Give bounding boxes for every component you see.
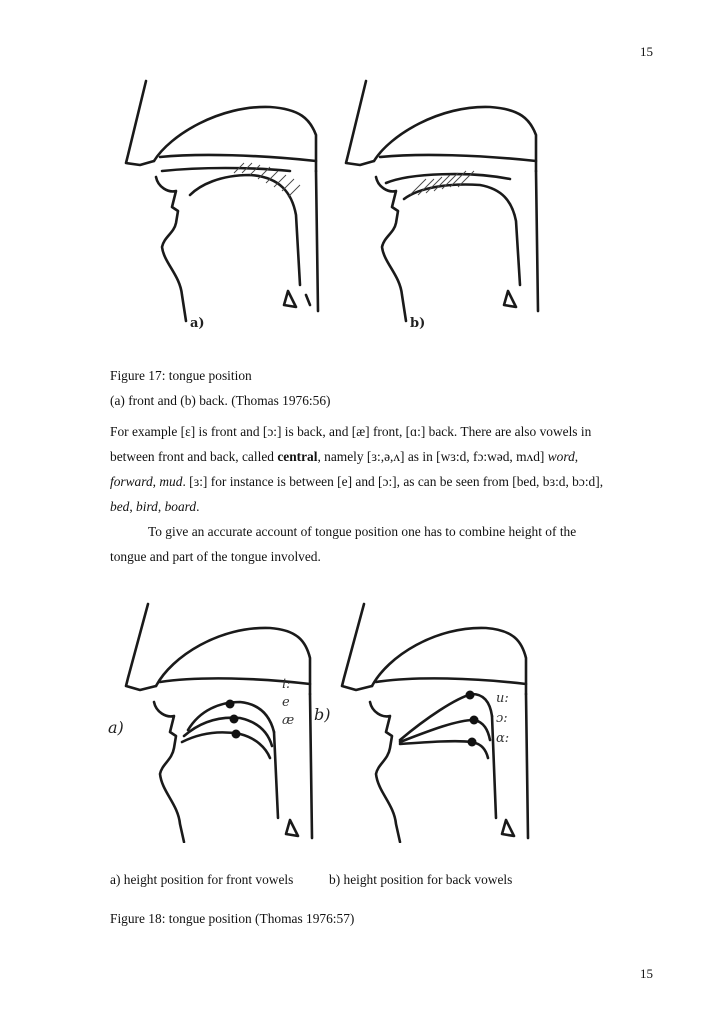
- body-p1-line1: For example [ɛ] is front and [ɔ:] is back, and [æ] front, [ɑ:] back. There are also vowels in: [110, 424, 592, 439]
- body-p1-line2: between front and back, called central, namely [ɜ:,ə,ʌ] as in [wɜ:d, fɔ:wəd, mʌd] word,: [110, 449, 579, 464]
- figure-18a-vowel-2: e: [282, 695, 290, 710]
- figure-18-caption: Figure 18: tongue position (Thomas 1976:57): [110, 911, 355, 926]
- figure-17a-label: a): [190, 316, 205, 331]
- figure-18b-dot-high: [466, 691, 475, 700]
- body-paragraph-1: [110, 419, 670, 519]
- term-central: central: [277, 449, 318, 464]
- figure-18-illustration: [100, 598, 560, 843]
- figure-17b-label: b): [410, 316, 426, 331]
- figure-17-illustration: [110, 75, 580, 335]
- figure-17-caption: [110, 363, 331, 413]
- body-p2-line1: To give an accurate account of tongue position one has to combine height of the: [148, 524, 577, 539]
- figure-17b-head-diagram: [346, 81, 538, 321]
- figure-18a-vowel-1: i:: [282, 677, 291, 692]
- body-p1-line3: forward, mud. [ɜ:] for instance is between [e] and [ɔ:], as can be seen from [bed, bɜ:d, bɔ:d],: [110, 474, 604, 489]
- figure-18a-dot-low: [232, 730, 241, 739]
- figure-18b-dot-mid: [470, 716, 479, 725]
- figure-18b-vowel-3: ɑ:: [496, 731, 510, 746]
- figure-17-caption-line2: (a) front and (b) back. (Thomas 1976:56): [110, 393, 331, 408]
- figure-18b-vowel-1: u:: [496, 691, 509, 706]
- figure-18a-label: a): [108, 718, 124, 737]
- body-p2-line2: tongue and part of the tongue involved.: [110, 549, 321, 564]
- figure-18b-vowel-2: ɔ:: [496, 711, 508, 726]
- figure-18-caption-b: b) height position for back vowels: [329, 872, 513, 887]
- body-p1-line4: bed, bird, board.: [110, 499, 200, 514]
- figure-18a-dot-high: [226, 700, 235, 709]
- figure-18-caption-a: a) height position for front vowels: [110, 872, 294, 887]
- body-paragraph-2: [110, 519, 670, 569]
- figure-18b-label: b): [314, 705, 331, 724]
- page-number-top: 15: [640, 44, 653, 59]
- figure-17a-head-diagram: [126, 81, 318, 321]
- figure-18b-dot-low: [468, 738, 477, 747]
- figure-17-caption-line1: Figure 17: tongue position: [110, 368, 252, 383]
- page-number-bottom: 15: [640, 966, 653, 981]
- figure-18a-dot-mid: [230, 715, 239, 724]
- figure-18a-vowel-3: æ: [282, 713, 295, 728]
